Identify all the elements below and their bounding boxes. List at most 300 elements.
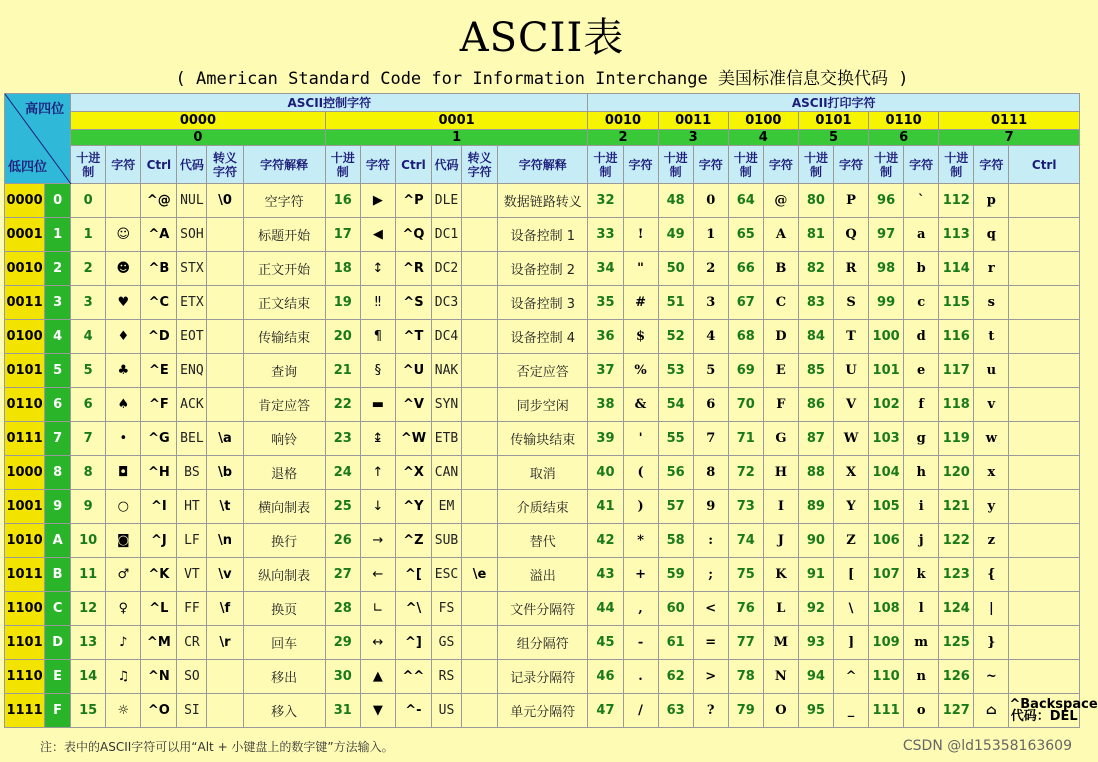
dec-value: 68 bbox=[728, 320, 763, 354]
print-char: l bbox=[904, 592, 939, 626]
row-hex: 0 bbox=[45, 184, 71, 218]
dec-value: 31 bbox=[325, 694, 360, 728]
print-char: s bbox=[974, 286, 1009, 320]
print-char: [ bbox=[833, 558, 868, 592]
sub-char: 字符 bbox=[974, 146, 1009, 184]
print-char: B bbox=[763, 252, 798, 286]
sub-char: 字符 bbox=[106, 146, 141, 184]
ctrl-key: ^@ bbox=[141, 184, 177, 218]
dec-value: 83 bbox=[798, 286, 833, 320]
char-symbol: ◀ bbox=[360, 218, 395, 252]
print-char: U bbox=[833, 354, 868, 388]
dec-value: 57 bbox=[658, 490, 693, 524]
dec-value: 91 bbox=[798, 558, 833, 592]
dec-value: 27 bbox=[325, 558, 360, 592]
dec-value: 72 bbox=[728, 456, 763, 490]
escape-seq bbox=[207, 320, 243, 354]
row-hex: 9 bbox=[45, 490, 71, 524]
dec-value: 3 bbox=[71, 286, 106, 320]
row-hex: 2 bbox=[45, 252, 71, 286]
print-char: Z bbox=[833, 524, 868, 558]
dec-value: 107 bbox=[869, 558, 904, 592]
sub-dec: 十进制 bbox=[325, 146, 360, 184]
dec-value: 39 bbox=[588, 422, 623, 456]
ctrl-key-empty bbox=[1009, 252, 1080, 286]
dec-value: 74 bbox=[728, 524, 763, 558]
row-hex: B bbox=[45, 558, 71, 592]
print-char: z bbox=[974, 524, 1009, 558]
char-symbol: ☻ bbox=[106, 252, 141, 286]
dec-value: 23 bbox=[325, 422, 360, 456]
print-char: ` bbox=[904, 184, 939, 218]
row-hex: 3 bbox=[45, 286, 71, 320]
escape-seq: \r bbox=[207, 626, 243, 660]
dec-value: 55 bbox=[658, 422, 693, 456]
dec-value: 34 bbox=[588, 252, 623, 286]
row-bin: 1010 bbox=[5, 524, 45, 558]
char-symbol: ☼ bbox=[106, 694, 141, 728]
dec-value: 10 bbox=[71, 524, 106, 558]
dec-value: 1 bbox=[71, 218, 106, 252]
table-row bbox=[5, 660, 1080, 694]
code-abbr: SO bbox=[177, 660, 207, 694]
page-subtitle: ( American Standard Code for Information Interchange 美国标准信息交换代码 ) bbox=[175, 69, 909, 89]
ctrl-key: ^L bbox=[141, 592, 177, 626]
code-abbr: LF bbox=[177, 524, 207, 558]
ctrl-key: ^W bbox=[395, 422, 431, 456]
escape-seq bbox=[462, 184, 498, 218]
print-char: ; bbox=[693, 558, 728, 592]
char-meaning: 同步空闲 bbox=[498, 388, 588, 422]
row-bin: 1111 bbox=[5, 694, 45, 728]
ctrl-key-empty bbox=[1009, 660, 1080, 694]
char-meaning: 移出 bbox=[243, 660, 325, 694]
dec-value: 43 bbox=[588, 558, 623, 592]
row-hex: 4 bbox=[45, 320, 71, 354]
char-symbol: ◙ bbox=[106, 524, 141, 558]
char-symbol: ↓ bbox=[360, 490, 395, 524]
sub-ctrl: Ctrl bbox=[1009, 146, 1080, 184]
print-char: < bbox=[693, 592, 728, 626]
dec-value: 59 bbox=[658, 558, 693, 592]
char-symbol: ∟ bbox=[360, 592, 395, 626]
print-char: X bbox=[833, 456, 868, 490]
dec-value: 111 bbox=[869, 694, 904, 728]
ctrl-key: ^K bbox=[141, 558, 177, 592]
print-char: + bbox=[623, 558, 658, 592]
dec-value: 96 bbox=[869, 184, 904, 218]
print-char: x bbox=[974, 456, 1009, 490]
code-abbr: CR bbox=[177, 626, 207, 660]
escape-seq bbox=[207, 354, 243, 388]
code-abbr: SI bbox=[177, 694, 207, 728]
char-symbol: → bbox=[360, 524, 395, 558]
dec-value: 20 bbox=[325, 320, 360, 354]
print-char: 7 bbox=[693, 422, 728, 456]
dec-value: 89 bbox=[798, 490, 833, 524]
char-symbol: ♀ bbox=[106, 592, 141, 626]
print-char: R bbox=[833, 252, 868, 286]
table-row bbox=[5, 218, 1080, 252]
table-row bbox=[5, 694, 1080, 728]
dec-value: 11 bbox=[71, 558, 106, 592]
dec-value: 41 bbox=[588, 490, 623, 524]
ctrl-key-empty bbox=[1009, 218, 1080, 252]
dec-value: 95 bbox=[798, 694, 833, 728]
print-char: f bbox=[904, 388, 939, 422]
print-char: T bbox=[833, 320, 868, 354]
char-symbol: ▶ bbox=[360, 184, 395, 218]
ctrl-key-empty bbox=[1009, 320, 1080, 354]
dec-value: 30 bbox=[325, 660, 360, 694]
table-row bbox=[5, 184, 1080, 218]
escape-seq bbox=[207, 252, 243, 286]
char-symbol: ♣ bbox=[106, 354, 141, 388]
escape-seq bbox=[462, 354, 498, 388]
col-hex-6: 6 bbox=[869, 130, 939, 146]
escape-seq bbox=[462, 592, 498, 626]
char-meaning: 介质结束 bbox=[498, 490, 588, 524]
print-char: V bbox=[833, 388, 868, 422]
char-meaning: 空字符 bbox=[243, 184, 325, 218]
print-char: r bbox=[974, 252, 1009, 286]
dec-value: 124 bbox=[939, 592, 974, 626]
ctrl-key: ^V bbox=[395, 388, 431, 422]
dec-value: 116 bbox=[939, 320, 974, 354]
sub-ctrl: Ctrl bbox=[141, 146, 177, 184]
code-abbr: NUL bbox=[177, 184, 207, 218]
col-bin-0111: 0111 bbox=[939, 112, 1080, 130]
print-char: C bbox=[763, 286, 798, 320]
print-char: 8 bbox=[693, 456, 728, 490]
print-char: w bbox=[974, 422, 1009, 456]
print-char: v bbox=[974, 388, 1009, 422]
ctrl-key: ^X bbox=[395, 456, 431, 490]
dec-value: 6 bbox=[71, 388, 106, 422]
dec-value: 120 bbox=[939, 456, 974, 490]
dec-value: 46 bbox=[588, 660, 623, 694]
row-bin: 0100 bbox=[5, 320, 45, 354]
char-symbol: ↨ bbox=[360, 422, 395, 456]
escape-seq bbox=[207, 694, 243, 728]
print-char: J bbox=[763, 524, 798, 558]
dec-value: 50 bbox=[658, 252, 693, 286]
sub-dec: 十进制 bbox=[658, 146, 693, 184]
col-hex-2: 2 bbox=[588, 130, 658, 146]
char-symbol: • bbox=[106, 422, 141, 456]
char-symbol: ▼ bbox=[360, 694, 395, 728]
ctrl-key: ^I bbox=[141, 490, 177, 524]
dec-value: 93 bbox=[798, 626, 833, 660]
row-hex: F bbox=[45, 694, 71, 728]
code-abbr: SOH bbox=[177, 218, 207, 252]
col-hex-0: 0 bbox=[71, 130, 326, 146]
code-abbr: EM bbox=[431, 490, 461, 524]
escape-seq bbox=[462, 218, 498, 252]
row-bin: 0110 bbox=[5, 388, 45, 422]
dec-value: 53 bbox=[658, 354, 693, 388]
char-symbol: ↔ bbox=[360, 626, 395, 660]
ctrl-key: ^B bbox=[141, 252, 177, 286]
print-char: $ bbox=[623, 320, 658, 354]
col-bin-0110: 0110 bbox=[869, 112, 939, 130]
char-meaning: 纵向制表 bbox=[243, 558, 325, 592]
char-symbol: ← bbox=[360, 558, 395, 592]
col-bin-0101: 0101 bbox=[798, 112, 868, 130]
print-char: " bbox=[623, 252, 658, 286]
char-symbol: ○ bbox=[106, 490, 141, 524]
print-char: ! bbox=[623, 218, 658, 252]
dec-value: 117 bbox=[939, 354, 974, 388]
char-meaning: 换行 bbox=[243, 524, 325, 558]
dec-value: 52 bbox=[658, 320, 693, 354]
sub-escape: 转义字符 bbox=[207, 146, 243, 184]
ctrl-key-empty bbox=[1009, 354, 1080, 388]
char-meaning: 传输块结束 bbox=[498, 422, 588, 456]
char-symbol: ☺ bbox=[106, 218, 141, 252]
dec-value: 99 bbox=[869, 286, 904, 320]
sub-code: 代码 bbox=[177, 146, 207, 184]
sub-dec: 十进制 bbox=[588, 146, 623, 184]
dec-value: 76 bbox=[728, 592, 763, 626]
table-row bbox=[5, 422, 1080, 456]
escape-seq bbox=[207, 660, 243, 694]
dec-value: 2 bbox=[71, 252, 106, 286]
row-hex: C bbox=[45, 592, 71, 626]
ctrl-key: ^J bbox=[141, 524, 177, 558]
char-meaning: 取消 bbox=[498, 456, 588, 490]
dec-value: 69 bbox=[728, 354, 763, 388]
dec-value: 81 bbox=[798, 218, 833, 252]
print-char: : bbox=[693, 524, 728, 558]
print-char: 3 bbox=[693, 286, 728, 320]
dec-value: 71 bbox=[728, 422, 763, 456]
escape-seq bbox=[462, 252, 498, 286]
code-abbr: US bbox=[431, 694, 461, 728]
print-char: M bbox=[763, 626, 798, 660]
col-hex-1: 1 bbox=[325, 130, 588, 146]
dec-value: 98 bbox=[869, 252, 904, 286]
print-char: n bbox=[904, 660, 939, 694]
dec-value: 75 bbox=[728, 558, 763, 592]
dec-value: 60 bbox=[658, 592, 693, 626]
row-hex: D bbox=[45, 626, 71, 660]
print-char: Q bbox=[833, 218, 868, 252]
print-char: } bbox=[974, 626, 1009, 660]
row-hex: A bbox=[45, 524, 71, 558]
print-char: m bbox=[904, 626, 939, 660]
ctrl-key-empty bbox=[1009, 524, 1080, 558]
sub-escape: 转义字符 bbox=[462, 146, 498, 184]
dec-value: 5 bbox=[71, 354, 106, 388]
ctrl-key: ^] bbox=[395, 626, 431, 660]
print-char: 1 bbox=[693, 218, 728, 252]
escape-seq bbox=[462, 660, 498, 694]
code-abbr: EOT bbox=[177, 320, 207, 354]
dec-value: 78 bbox=[728, 660, 763, 694]
dec-value: 21 bbox=[325, 354, 360, 388]
dec-value: 32 bbox=[588, 184, 623, 218]
print-char: / bbox=[623, 694, 658, 728]
row-bin: 0111 bbox=[5, 422, 45, 456]
code-abbr: ESC bbox=[431, 558, 461, 592]
table-row bbox=[5, 388, 1080, 422]
char-meaning: 退格 bbox=[243, 456, 325, 490]
sub-dec: 十进制 bbox=[798, 146, 833, 184]
ctrl-key: ^Z bbox=[395, 524, 431, 558]
sub-meaning: 字符解释 bbox=[498, 146, 588, 184]
del-note bbox=[1009, 694, 1098, 728]
dec-value: 35 bbox=[588, 286, 623, 320]
print-char: t bbox=[974, 320, 1009, 354]
code-abbr: CAN bbox=[431, 456, 461, 490]
print-char: F bbox=[763, 388, 798, 422]
dec-value: 103 bbox=[869, 422, 904, 456]
print-char: L bbox=[763, 592, 798, 626]
dec-value: 66 bbox=[728, 252, 763, 286]
print-char: d bbox=[904, 320, 939, 354]
row-bin: 0011 bbox=[5, 286, 45, 320]
print-char: 6 bbox=[693, 388, 728, 422]
dec-value: 18 bbox=[325, 252, 360, 286]
row-hex: 8 bbox=[45, 456, 71, 490]
code-abbr: ENQ bbox=[177, 354, 207, 388]
row-bin: 1101 bbox=[5, 626, 45, 660]
code-abbr: ETX bbox=[177, 286, 207, 320]
table-row bbox=[5, 320, 1080, 354]
print-char: . bbox=[623, 660, 658, 694]
dec-value: 63 bbox=[658, 694, 693, 728]
dec-value: 106 bbox=[869, 524, 904, 558]
ctrl-key: ^E bbox=[141, 354, 177, 388]
code-abbr: BEL bbox=[177, 422, 207, 456]
dec-value: 112 bbox=[939, 184, 974, 218]
row-bin: 0010 bbox=[5, 252, 45, 286]
print-char: D bbox=[763, 320, 798, 354]
ctrl-key: ^P bbox=[395, 184, 431, 218]
print-char: o bbox=[904, 694, 939, 728]
dec-value: 51 bbox=[658, 286, 693, 320]
char-meaning: 否定应答 bbox=[498, 354, 588, 388]
print-char: G bbox=[763, 422, 798, 456]
dec-value: 8 bbox=[71, 456, 106, 490]
watermark: CSDN @ld15358163609 bbox=[902, 738, 1072, 754]
dec-value: 88 bbox=[798, 456, 833, 490]
dec-value: 82 bbox=[798, 252, 833, 286]
dec-value: 84 bbox=[798, 320, 833, 354]
dec-value: 86 bbox=[798, 388, 833, 422]
escape-seq: \v bbox=[207, 558, 243, 592]
print-char: ' bbox=[623, 422, 658, 456]
high-bits-label: 高四位 bbox=[25, 102, 65, 117]
sub-dec: 十进制 bbox=[869, 146, 904, 184]
char-symbol: ♦ bbox=[106, 320, 141, 354]
print-char: 9 bbox=[693, 490, 728, 524]
row-hex: 5 bbox=[45, 354, 71, 388]
escape-seq bbox=[462, 320, 498, 354]
code-abbr: FS bbox=[431, 592, 461, 626]
code-abbr: DLE bbox=[431, 184, 461, 218]
print-char: = bbox=[693, 626, 728, 660]
ctrl-key-empty bbox=[1009, 490, 1080, 524]
dec-value: 127 bbox=[939, 694, 974, 728]
code-abbr: SYN bbox=[431, 388, 461, 422]
char-symbol: ▬ bbox=[360, 388, 395, 422]
col-bin-0010: 0010 bbox=[588, 112, 658, 130]
dec-value: 100 bbox=[869, 320, 904, 354]
ctrl-key: ^F bbox=[141, 388, 177, 422]
dec-value: 97 bbox=[869, 218, 904, 252]
code-abbr: ACK bbox=[177, 388, 207, 422]
table-row bbox=[5, 592, 1080, 626]
print-char: ^ bbox=[833, 660, 868, 694]
print-char: \ bbox=[833, 592, 868, 626]
sub-dec: 十进制 bbox=[939, 146, 974, 184]
control-group-header: ASCII控制字符 bbox=[71, 94, 588, 112]
sub-char: 字符 bbox=[360, 146, 395, 184]
print-char: P bbox=[833, 184, 868, 218]
table-row bbox=[5, 252, 1080, 286]
char-symbol: ◘ bbox=[106, 456, 141, 490]
print-char: g bbox=[904, 422, 939, 456]
dec-value: 24 bbox=[325, 456, 360, 490]
dec-value: 126 bbox=[939, 660, 974, 694]
dec-value: 14 bbox=[71, 660, 106, 694]
dec-value: 79 bbox=[728, 694, 763, 728]
ctrl-key: ^G bbox=[141, 422, 177, 456]
low-bits-label: 低四位 bbox=[8, 160, 48, 175]
col-bin-0001: 0001 bbox=[325, 112, 588, 130]
row-hex: 7 bbox=[45, 422, 71, 456]
sub-meaning: 字符解释 bbox=[243, 146, 325, 184]
row-bin: 0000 bbox=[5, 184, 45, 218]
code-abbr: NAK bbox=[431, 354, 461, 388]
table-row bbox=[5, 524, 1080, 558]
dec-value: 9 bbox=[71, 490, 106, 524]
print-char: p bbox=[974, 184, 1009, 218]
row-hex: 1 bbox=[45, 218, 71, 252]
print-char: c bbox=[904, 286, 939, 320]
sub-dec: 十进制 bbox=[71, 146, 106, 184]
char-symbol bbox=[106, 184, 141, 218]
print-char: 2 bbox=[693, 252, 728, 286]
code-abbr: SUB bbox=[431, 524, 461, 558]
char-meaning: 传输结束 bbox=[243, 320, 325, 354]
dec-value: 125 bbox=[939, 626, 974, 660]
dec-value: 92 bbox=[798, 592, 833, 626]
code-abbr: DC2 bbox=[431, 252, 461, 286]
print-char: { bbox=[974, 558, 1009, 592]
char-meaning: 正文结束 bbox=[243, 286, 325, 320]
char-meaning: 标题开始 bbox=[243, 218, 325, 252]
dec-value: 56 bbox=[658, 456, 693, 490]
print-char: E bbox=[763, 354, 798, 388]
print-char: Y bbox=[833, 490, 868, 524]
ctrl-key: ^U bbox=[395, 354, 431, 388]
row-bin: 1011 bbox=[5, 558, 45, 592]
print-char: 4 bbox=[693, 320, 728, 354]
print-char: k bbox=[904, 558, 939, 592]
dec-value: 109 bbox=[869, 626, 904, 660]
table-row bbox=[5, 490, 1080, 524]
dec-value: 45 bbox=[588, 626, 623, 660]
dec-value: 90 bbox=[798, 524, 833, 558]
row-bin: 0101 bbox=[5, 354, 45, 388]
dec-value: 28 bbox=[325, 592, 360, 626]
row-bin: 1100 bbox=[5, 592, 45, 626]
table-row bbox=[5, 286, 1080, 320]
ctrl-key: ^H bbox=[141, 456, 177, 490]
